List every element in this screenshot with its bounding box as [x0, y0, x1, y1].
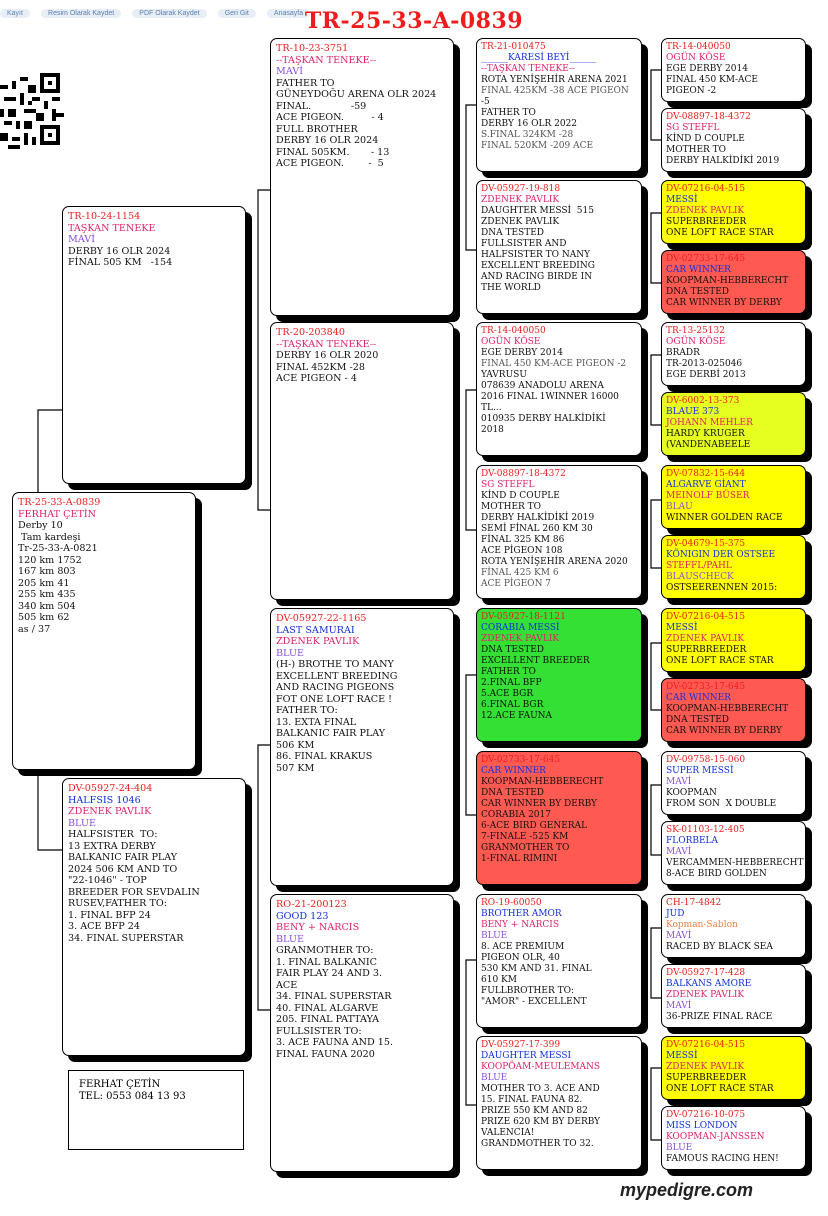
- ring-number: DV-05927-19-818: [481, 184, 561, 194]
- card-line: DERBY 16 OLR 2024: [68, 245, 171, 257]
- card-line: OGÜN KÖSE: [666, 53, 726, 63]
- card-line: DERBY 16 OLR 2020: [276, 350, 379, 361]
- pedigree-card-gen3[interactable]: [476, 180, 642, 314]
- card-line: BLUE: [481, 931, 508, 941]
- card-line: FERHAT ÇETİN: [18, 508, 97, 520]
- ring-number: DV-05927-24-404: [68, 783, 153, 794]
- card-line: 34. FINAL SUPERSTAR: [68, 932, 184, 944]
- pedigree-card-gen3[interactable]: [476, 751, 642, 885]
- pedigree-card-gen4[interactable]: [661, 322, 806, 386]
- card-line: SG STEFFL: [666, 123, 720, 133]
- card-line: ZDENEK PAVLIK: [666, 206, 745, 216]
- card-line: FULLBROTHER TO:: [481, 986, 575, 996]
- card-line: 1-FINAL RIMINI: [481, 854, 558, 864]
- card-line: 34. FINAL SUPERSTAR: [276, 991, 392, 1002]
- ring-number: DV-6002-13-373: [666, 396, 740, 406]
- card-line: LAST SAMURAI: [276, 624, 355, 636]
- ring-number: TR-10-24-1154: [68, 211, 141, 222]
- ring-number: DV-07216-04-515: [666, 1040, 746, 1050]
- card-line: ACE PİGEON 7: [481, 579, 552, 589]
- card-line: VERCAMMEN-HEBBERECHT: [666, 858, 804, 868]
- ring-number: DV-02733-17-645: [481, 755, 561, 765]
- card-line: BLUE: [481, 1073, 508, 1083]
- ring-number: TR-13-25132: [666, 326, 725, 336]
- ring-number: TR-10-23-3751: [276, 43, 349, 54]
- card-line: 6-ACE BIRD GENERAL: [481, 821, 588, 831]
- owner-phone: TEL: 0553 084 13 93: [79, 1091, 186, 1102]
- card-line: 13. EXTA FINAL: [276, 716, 357, 728]
- ring-number: DV-07216-04-515: [666, 184, 746, 194]
- card-line: 1. FINAL BALKANIC: [276, 956, 377, 968]
- card-line: KOOPMAN-JANSSEN: [666, 1132, 765, 1142]
- card-line: MESSİ: [666, 195, 698, 205]
- card-line: ZDENEK PAVLIK: [666, 634, 745, 644]
- pedigree-card-gen4[interactable]: [661, 678, 806, 742]
- pedigree-card-gen4[interactable]: [661, 608, 806, 672]
- card-line: 40. FINAL ALGARVE: [276, 1002, 379, 1014]
- card-line: RUSEV,FATHER TO:: [68, 898, 167, 909]
- pedigree-card-dam[interactable]: [62, 778, 246, 1056]
- card-line: DNA TESTED: [481, 228, 544, 238]
- card-line: FROM SON X DOUBLE: [666, 799, 777, 809]
- ring-number: DV-05927-18-1121: [481, 612, 566, 622]
- card-line: MESSİ: [666, 623, 698, 633]
- card-line: DERBY HALKİDİKİ 2019: [481, 513, 595, 523]
- card-line: FULL BROTHER: [276, 123, 358, 135]
- card-line: KÖNIGIN DER OSTSEE: [666, 550, 776, 560]
- nav-home[interactable]: Anasayfa: [267, 9, 310, 18]
- ring-number: TR-14-040050: [481, 326, 546, 336]
- card-line: FİNAL 425 KM 6: [481, 568, 559, 578]
- card-line: FINAL 450 KM-ACE PIGEON -2: [481, 359, 627, 369]
- pedigree-card-gen4[interactable]: [661, 821, 806, 885]
- ring-number: TR-21-010475: [481, 42, 546, 52]
- card-line: FINAL 425KM -38 ACE PIGEON: [481, 86, 629, 96]
- card-line: 610 KM: [481, 975, 517, 985]
- card-line: SUPERBREEDER: [666, 1073, 747, 1083]
- card-line: DNA TESTED: [666, 715, 729, 725]
- ring-number: DV-07216-04-515: [666, 612, 746, 622]
- card-line: 5.ACE BGR: [481, 689, 534, 699]
- card-line: 205 km 41: [18, 577, 70, 589]
- card-line: EXCELLENT BREEDING: [481, 261, 595, 271]
- ring-number: DV-08897-18-4372: [666, 112, 751, 122]
- card-line: DAUGHTER MESSI: [481, 1051, 572, 1061]
- card-line: FAIR PLAY 24 AND 3.: [276, 968, 383, 979]
- card-line: (VANDENABEELE: [666, 440, 751, 450]
- card-line: ZDENEK PAVLIK: [481, 634, 560, 644]
- pedigree-card-gen4[interactable]: [661, 1106, 806, 1170]
- card-line: FATHER TO: [481, 108, 536, 118]
- card-line: EGE DERBİ 2013: [666, 370, 746, 380]
- card-line: EXCELLENT BREEDER: [481, 656, 590, 666]
- card-line: ______KARESİ BEYİ______: [481, 53, 597, 63]
- card-line: 7-FINALE -525 KM: [481, 832, 569, 842]
- card-line: ZDENEK PAVLIK: [68, 806, 152, 817]
- card-line: BENY + NARCIS: [276, 922, 360, 933]
- ring-number: CH-17-4842: [666, 898, 722, 908]
- card-line: MOTHER TO 3. ACE AND: [481, 1084, 600, 1094]
- card-line: KİND D COUPLE: [481, 491, 560, 501]
- card-line: ZDENEK PAVLIK: [481, 195, 560, 205]
- card-line: DNA TESTED: [666, 287, 729, 297]
- card-line: GRANDMOTHER TO 32.: [481, 1139, 594, 1149]
- card-line: MEINOLF BÜSER: [666, 491, 750, 501]
- card-line: 010935 DERBY HALKİDİKİ: [481, 414, 606, 424]
- card-line: --TAŞKAN TENEKE--: [276, 338, 377, 350]
- card-line: Kopman-Sablon: [666, 920, 738, 930]
- card-line: 120 km 1752: [18, 554, 82, 566]
- card-line: SUPER MESSİ: [666, 766, 734, 776]
- site-watermark: mypedigre.com: [620, 1180, 754, 1200]
- owner-name: FERHAT ÇETİN: [79, 1079, 161, 1090]
- ring-number: DV-05927-17-399: [481, 1040, 561, 1050]
- card-line: BREEDER FOR SEVDALIN: [68, 886, 200, 898]
- pedigree-card-gen4[interactable]: [661, 751, 806, 815]
- card-line: FATHER TO: [481, 667, 536, 677]
- card-line: MAVİ: [666, 847, 692, 857]
- card-line: FATHER TO:: [276, 705, 338, 716]
- card-line: CAR WINNER: [666, 265, 731, 275]
- card-line: 36-PRIZE FINAL RACE: [666, 1012, 773, 1022]
- pedigree-card-gen4[interactable]: [661, 108, 806, 172]
- pedigree-card-sire-dam[interactable]: [270, 322, 454, 600]
- card-line: GRANMOTHER TO: [481, 843, 570, 853]
- card-line: MAVİ: [68, 234, 95, 245]
- card-line: BLAUSCHECK: [666, 572, 734, 582]
- card-line: KOOPMAN: [666, 788, 717, 798]
- card-line: ACE PIGEON. - 5: [276, 158, 384, 169]
- card-line: ACE PİGEON 108: [481, 546, 563, 556]
- card-line: 2016 FINAL 1WINNER 16000: [481, 392, 619, 402]
- nav-save[interactable]: Kayıt: [0, 9, 30, 18]
- card-line: Tr-25-33-A-0821: [18, 543, 98, 554]
- card-line: GÜNEYDOĞU ARENA OLR 2024: [276, 89, 437, 100]
- card-line: BENY + NARCIS: [481, 920, 560, 930]
- card-line: ZDENEK PAVLIK: [276, 636, 360, 647]
- card-line: MAVİ: [666, 777, 692, 787]
- pedigree-card-gen4[interactable]: [661, 38, 806, 102]
- card-line: PRIZE 550 KM AND 82: [481, 1106, 588, 1116]
- card-line: FULLSISTER TO:: [276, 1025, 362, 1037]
- card-line: "22-1046" - TOP: [68, 875, 147, 886]
- card-line: TAŞKAN TENEKE: [68, 222, 156, 234]
- card-line: BLUE: [276, 647, 304, 659]
- card-line: BLUE: [68, 817, 96, 829]
- ring-number: DV-07832-15-644: [666, 469, 746, 479]
- pedigree-card-gen4[interactable]: [661, 535, 806, 599]
- card-line: MISS LONDON: [666, 1121, 738, 1131]
- card-line: STEFFL/PAHL: [666, 561, 732, 571]
- card-line: PIGEON OLR, 40: [481, 953, 560, 963]
- ring-number: DV-04679-15-375: [666, 539, 746, 549]
- card-line: 6.FINAL BGR: [481, 700, 544, 710]
- card-line: OGÜN KÖSE: [666, 337, 726, 347]
- card-line: HARDY KRUGER: [666, 429, 745, 439]
- card-line: KOOPMAN-HEBBERECHT: [481, 777, 604, 787]
- card-line: ACE: [276, 979, 298, 991]
- card-line: -5: [481, 97, 490, 107]
- card-line: ZDENEK PAVLIK: [666, 1062, 745, 1072]
- card-line: FİNAL 325 KM 86: [481, 535, 565, 545]
- pedigree-card-gen4[interactable]: [661, 465, 806, 529]
- ring-number: RO-19-60050: [481, 898, 542, 908]
- card-line: THE WORLD: [481, 283, 541, 293]
- card-line: DERBY 16 OLR 2024: [276, 135, 379, 146]
- card-line: KOOPMAN-HEBBERECHT: [666, 276, 789, 286]
- card-line: RACED BY BLACK SEA: [666, 942, 773, 952]
- card-line: MAVİ: [666, 931, 692, 941]
- card-line: 13 EXTRA DERBY: [68, 840, 156, 852]
- pedigree-card-subject[interactable]: [12, 492, 196, 770]
- ring-number: RO-21-200123: [276, 899, 347, 910]
- card-line: WINNER GOLDEN RACE: [666, 513, 783, 523]
- card-line: ALGARVE GİANT: [666, 480, 746, 490]
- card-line: FOT ONE LOFT RACE !: [276, 693, 393, 705]
- card-line: FLORBELA: [666, 836, 719, 846]
- card-line: MOTHER TO: [481, 502, 542, 512]
- card-line: DERBY 16 OLR 2022: [481, 119, 578, 129]
- pedigree-card-gen3[interactable]: [476, 608, 642, 742]
- card-line: SUPERBREEDER: [666, 645, 747, 655]
- pedigree-card-dam-sire[interactable]: [270, 608, 454, 886]
- page-title: TR-25-33-A-0839: [304, 8, 524, 34]
- card-line: MESSİ: [666, 1051, 698, 1061]
- card-line: KİND D COUPLE: [666, 134, 745, 144]
- ring-number: TR-14-040050: [666, 42, 731, 52]
- card-line: DERBY HALKİDİKİ 2019: [666, 156, 780, 166]
- card-line: 2018: [481, 425, 504, 435]
- card-line: OSTSEERENNEN 2015:: [666, 583, 778, 593]
- pedigree-card-sire[interactable]: [62, 206, 246, 484]
- card-line: 167 km 803: [18, 566, 76, 577]
- card-line: TL...: [481, 403, 502, 413]
- card-line: 205. FINAL PATTAYA: [276, 1014, 380, 1025]
- ring-number: TR-20-203840: [276, 327, 345, 338]
- card-line: (H-) BROTHE TO MANY: [276, 659, 394, 670]
- card-line: 12.ACE FAUNA: [481, 711, 553, 721]
- card-line: SEMİ FİNAL 260 KM 30: [481, 524, 593, 534]
- card-line: 1. FINAL BFP 24: [68, 909, 151, 921]
- pedigree-card-gen3[interactable]: [476, 894, 642, 1028]
- card-line: FINAL 505KM. - 13: [276, 146, 390, 158]
- card-line: ACE PIGEON - 4: [276, 373, 357, 384]
- card-line: BALKANIC FAIR PLAY: [276, 728, 386, 739]
- card-line: CAR WINNER: [481, 766, 546, 776]
- card-line: 2.FINAL BFP: [481, 678, 542, 688]
- card-line: DNA TESTED: [481, 645, 544, 655]
- card-line: ONE LOFT RACE STAR: [666, 1084, 774, 1094]
- card-line: Tam kardeşi: [18, 531, 81, 543]
- card-line: JOHANN MEHLER: [666, 418, 753, 428]
- card-line: PIGEON -2: [666, 86, 717, 96]
- card-line: FATHER TO: [276, 77, 335, 89]
- pedigree-card-gen4[interactable]: [661, 250, 806, 314]
- ring-number: DV-07216-10-075: [666, 1110, 746, 1120]
- card-line: ONE LOFT RACE STAR: [666, 228, 774, 238]
- pedigree-card-gen3[interactable]: [476, 465, 642, 599]
- card-line: as / 37: [18, 623, 51, 635]
- card-line: 8-ACE BIRD GOLDEN: [666, 869, 767, 879]
- card-line: 507 KM: [276, 762, 315, 774]
- card-line: CAR WINNER: [666, 693, 731, 703]
- card-line: 255 km 435: [18, 589, 76, 600]
- card-line: FİNAL 505 KM -154: [68, 257, 173, 268]
- card-line: EGE DERBY 2014: [666, 64, 748, 74]
- card-line: ZDENEK PAVLIK: [481, 217, 560, 227]
- card-line: TR-2013-025046: [666, 359, 743, 369]
- card-line: CAR WINNER BY DERBY: [481, 799, 598, 809]
- nav-save-image[interactable]: Resim Olarak Kaydet: [41, 9, 121, 18]
- card-line: ONE LOFT RACE STAR: [666, 656, 774, 666]
- pedigree-card-gen4[interactable]: [661, 964, 806, 1028]
- ring-number: TR-25-33-A-0839: [18, 497, 101, 508]
- card-line: Derby 10: [18, 520, 63, 531]
- card-line: BLUE: [276, 933, 304, 945]
- card-line: SUPERBREEDER: [666, 217, 747, 227]
- card-line: 15. FINAL FAUNA 82.: [481, 1095, 583, 1105]
- card-line: FULLSISTER AND: [481, 239, 567, 249]
- card-line: FINAL FAUNA 2020: [276, 1048, 375, 1060]
- card-line: BLAUE 373: [666, 407, 720, 417]
- nav-back[interactable]: Geri Git: [218, 9, 256, 18]
- card-line: KOOPMAN-HEBBERECHT: [666, 704, 789, 714]
- pedigree-card-gen4[interactable]: [661, 894, 806, 958]
- nav-save-pdf[interactable]: PDF Olarak Kaydet: [132, 9, 206, 18]
- pedigree-card-gen4[interactable]: [661, 392, 806, 456]
- card-line: BALKANIC FAIR PLAY: [68, 852, 178, 863]
- ring-number: DV-08897-18-4372: [481, 469, 566, 479]
- card-line: BLUE: [666, 1143, 693, 1153]
- card-line: ROTA YENİŞEHİR ARENA 2021: [481, 75, 628, 85]
- card-line: 340 km 504: [18, 600, 76, 612]
- card-line: CORABIA 2017: [481, 810, 551, 820]
- card-line: YAVRUSU: [481, 370, 527, 380]
- pedigree-card-dam-dam[interactable]: [270, 894, 454, 1172]
- card-line: CAR WINNER BY DERBY: [666, 298, 783, 308]
- owner-contact-box: [68, 1070, 244, 1150]
- card-line: FINAL 450 KM-ACE: [666, 75, 758, 85]
- card-line: 530 KM AND 31. FINAL: [481, 964, 592, 974]
- pedigree-card-gen4[interactable]: [661, 180, 806, 244]
- card-line: DNA TESTED: [481, 788, 544, 798]
- pedigree-card-sire-sire[interactable]: [270, 38, 454, 316]
- card-line: VALENCIA!: [481, 1128, 535, 1138]
- card-line: SG STEFFL: [481, 480, 535, 490]
- card-line: BROTHER AMOR: [481, 909, 562, 919]
- card-line: HALFSISTER TO:: [68, 829, 158, 840]
- card-line: DAUGHTER MESSİ 515: [481, 206, 594, 216]
- ring-number: DV-09758-15-060: [666, 755, 746, 765]
- ring-number: DV-05927-17-428: [666, 968, 746, 978]
- card-line: 505 km 62: [18, 612, 70, 623]
- pedigree-card-gen4[interactable]: [661, 1036, 806, 1100]
- ring-number: DV-05927-22-1165: [276, 613, 367, 624]
- card-line: --TAŞKAN TENEKE--: [276, 54, 377, 66]
- card-line: BRADR: [666, 348, 700, 358]
- card-line: "AMOR" - EXCELLENT: [481, 997, 587, 1007]
- ring-number: DV-02733-17-645: [666, 682, 746, 692]
- card-line: MOTHER TO: [666, 145, 727, 155]
- card-line: 2024 506 KM AND TO: [68, 863, 178, 875]
- card-line: 3. ACE FAUNA AND 15.: [276, 1037, 394, 1048]
- card-line: MAVİ: [276, 66, 303, 77]
- card-line: CORABIA MESSİ: [481, 623, 560, 633]
- card-line: AND RACING BIRDE IN: [481, 272, 593, 282]
- card-line: --TAŞKAN TENEKE--: [481, 64, 576, 74]
- card-line: 8. ACE PREMIUM: [481, 942, 565, 952]
- card-line: FINAL 452KM -28: [276, 361, 365, 373]
- card-line: ZDENEK PAVLIK: [666, 990, 745, 1000]
- card-line: KOOPÖAM-MEULEMANS: [481, 1062, 601, 1072]
- card-line: CAR WINNER BY DERBY: [666, 726, 783, 736]
- card-line: 506 KM: [276, 739, 315, 751]
- card-line: GOOD 123: [276, 910, 329, 922]
- card-line: JUD: [666, 909, 685, 919]
- card-line: 3. ACE BFP 24: [68, 921, 140, 932]
- card-line: EXCELLENT BREEDING: [276, 670, 398, 682]
- card-line: MAVİ: [666, 1001, 692, 1011]
- card-line: FINAL 520KM -209 ACE: [481, 141, 594, 151]
- card-line: HALFSIS 1046: [68, 794, 141, 806]
- card-line: 078639 ANADOLU ARENA: [481, 381, 604, 391]
- card-line: S.FINAL 324KM -28: [481, 130, 574, 140]
- card-line: FAMOUS RACING HEN!: [666, 1154, 779, 1164]
- card-line: BLAU: [666, 502, 693, 512]
- card-line: PRIZE 620 KM BY DERBY: [481, 1117, 601, 1127]
- card-line: BALKANS AMORE: [666, 979, 752, 989]
- card-line: OGÜN KÖSE: [481, 337, 541, 347]
- card-line: HALFSISTER TO NANY: [481, 250, 591, 260]
- ring-number: SK-01103-12-405: [666, 825, 745, 835]
- card-line: AND RACING PIGEONS: [276, 682, 395, 693]
- ring-number: DV-02733-17-645: [666, 254, 746, 264]
- pedigree-card-gen3[interactable]: [476, 38, 642, 172]
- card-line: GRANMOTHER TO:: [276, 945, 374, 956]
- pedigree-card-gen3[interactable]: [476, 1036, 642, 1170]
- card-line: FINAL. -59: [276, 100, 367, 112]
- card-line: EGE DERBY 2014: [481, 348, 563, 358]
- card-line: ROTA YENİŞEHİR ARENA 2020: [481, 557, 628, 567]
- card-line: 86. FINAL KRAKUS: [276, 751, 373, 762]
- card-line: ACE PIGEON. - 4: [276, 112, 384, 123]
- pedigree-card-gen3[interactable]: [476, 322, 642, 456]
